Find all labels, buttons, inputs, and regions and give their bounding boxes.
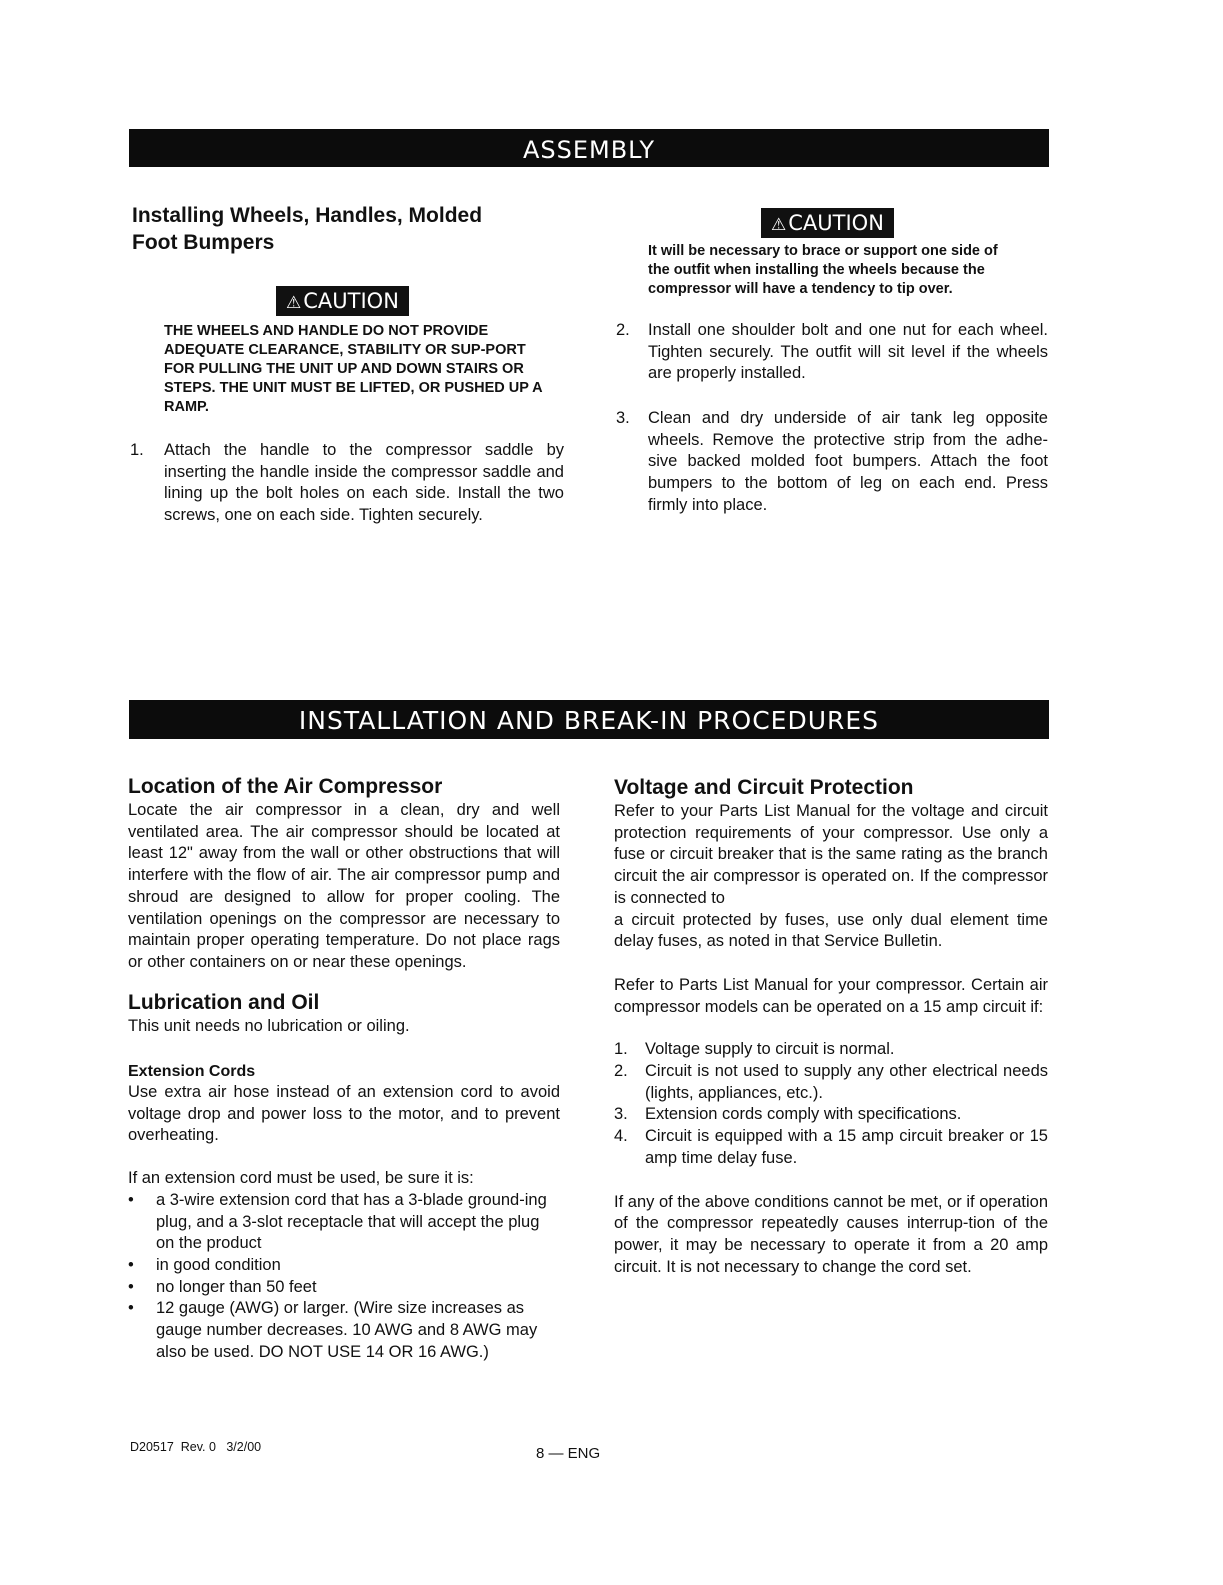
location-heading: Location of the Air Compressor [128, 775, 443, 798]
caution-warning-text: It will be necessary to brace or support one side of the outfit when installing the wheels because the compressor will have a tendency to tip over. [648, 243, 998, 297]
warning-triangle-icon: ⚠ [771, 215, 787, 235]
extension-cords-heading: Extension Cords [128, 1063, 256, 1080]
location-section [128, 774, 560, 974]
voltage-paragraph-1b: a circuit protected by fuses, use only dual element time delay fuses, as noted in that Service Bulletin. [614, 910, 1048, 951]
step-text: Clean and dry underside of air tank leg opposite wheels. Remove the protective strip from the adhe-sive backed molded foot bumpers. Attach the foot bumpers to the bottom of leg on each end. Press firmly into place. [648, 409, 1048, 514]
extension-cords-section [128, 1061, 560, 1363]
lubrication-text: This unit needs no lubrication or oiling. [128, 1017, 410, 1035]
list-item: • 12 gauge (AWG) or larger. (Wire size increases as gauge number decreases. 10 AWG and 8 AWG may also be used. DO NOT USE 14 OR 16 AWG.) [128, 1299, 538, 1361]
lubrication-section [128, 990, 560, 1038]
list-item: • a 3-wire extension cord that has a 3-blade ground-ing plug, and a 3-slot receptacle that will accept the plug on the product [128, 1190, 547, 1253]
warning-triangle-icon: ⚠ [286, 293, 302, 313]
voltage-paragraph-3: If any of the above conditions cannot be met, or if operation of the compressor repeatedly causes interrup-tion of the power, it may be necessary to operate it from a 20 amp circuit. It is not necessary to change the cord set. [614, 1192, 1048, 1276]
caution-label: CAUTION [788, 211, 884, 235]
assembly-step-1 [130, 440, 564, 527]
list-item: • no longer than 50 feet [128, 1277, 317, 1296]
caution-text-right [648, 242, 1020, 299]
step-text: Attach the handle to the compressor saddle by inserting the handle inside the compressor saddle and lining up the bolt holes on each side. Install the two screws, one on each side. Tighten securely. [164, 441, 564, 525]
caution-text-left [164, 322, 544, 417]
list-item: 4. Circuit is equipped with a 15 amp circuit breaker or 15 amp time delay fuse. [614, 1127, 1048, 1167]
caution-badge-right [761, 208, 894, 238]
caution-label: CAUTION [303, 289, 399, 313]
assembly-step-3 [616, 408, 1048, 517]
extension-cords-requirements [128, 1190, 560, 1364]
assembly-heading-line2: Foot Bumpers [132, 231, 275, 254]
voltage-paragraph-1a: Refer to your Parts List Manual for the voltage and circuit protection requirements of your compressor. Use only a fuse or circuit breaker that is the same rating as the branch circuit the air compressor is operated on. If the compressor is connected to [614, 802, 1048, 907]
voltage-section [614, 775, 1048, 1278]
step-number: 3. [616, 409, 630, 427]
step-number: 2. [616, 321, 630, 339]
list-item: • in good condition [128, 1255, 281, 1274]
caution-warning-text: THE WHEELS AND HANDLE DO NOT PROVIDE ADEQUATE CLEARANCE, STABILITY OR SUP-PORT FOR PULLING THE UNIT UP AND DOWN STAIRS OR STEPS. THE UNIT MUST BE LIFTED, OR PUSHED UP A RAMP. [164, 323, 543, 415]
list-item: 3. Extension cords comply with specifications. [614, 1105, 962, 1124]
list-item: 2. Circuit is not used to supply any other electrical needs (lights, appliances, etc.). [614, 1062, 1048, 1102]
step-text: Install one shoulder bolt and one nut for each wheel. Tighten securely. The outfit will sit level if the wheels are properly installed. [648, 321, 1048, 383]
assembly-heading-line1: Installing Wheels, Handles, Molded [132, 204, 483, 227]
installation-section-header: INSTALLATION AND BREAK-IN PROCEDURES [129, 700, 1049, 739]
caution-badge-left [276, 286, 409, 316]
circuit-conditions-list [614, 1039, 1048, 1169]
assembly-heading [132, 202, 572, 256]
page-number: 8 — ENG [536, 1445, 601, 1462]
location-text: Locate the air compressor in a clean, dry and well ventilated area. The air compressor should be located at least 12" away from the wall or other obstructions that will interfere with the flow of air. The air compressor pump and shroud are designed to allow for proper cooling. The ventilation openings on the compressor are necessary to maintain proper operating temperature. Do not place rags or other containers on or near these openings. [128, 801, 560, 971]
lubrication-heading: Lubrication and Oil [128, 991, 320, 1014]
document-id: D20517 Rev. 0 3/2/00 [130, 1440, 262, 1454]
extension-cords-text: Use extra air hose instead of an extension cord to avoid voltage drop and power loss to the motor, and to prevent overheating. [128, 1083, 560, 1145]
assembly-section-header: ASSEMBLY [129, 129, 1049, 167]
list-item: 1. Voltage supply to circuit is normal. [614, 1040, 895, 1059]
step-number: 1. [130, 441, 144, 459]
assembly-step-2 [616, 320, 1048, 385]
voltage-paragraph-2: Refer to Parts List Manual for your compressor. Certain air compressor models can be operated on a 15 amp circuit if: [614, 975, 1048, 1016]
voltage-heading: Voltage and Circuit Protection [614, 776, 914, 799]
extension-cords-intro: If an extension cord must be used, be sure it is: [128, 1169, 474, 1188]
